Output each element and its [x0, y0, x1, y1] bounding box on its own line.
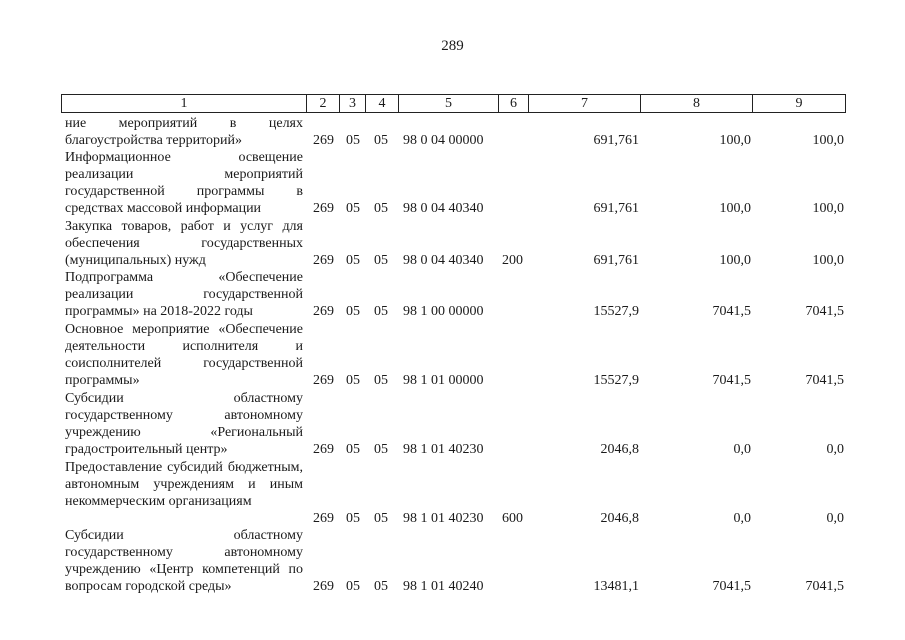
header-col-9: 9 — [752, 95, 845, 112]
cell-ministry: 269 — [313, 511, 334, 526]
cell-amount-col9: 0,0 — [826, 511, 844, 526]
cell-amount-col8: 100,0 — [719, 253, 751, 268]
cell-amount-col7: 2046,8 — [600, 442, 639, 457]
row-description: Основное мероприятие «Обеспечение деятельности исполнителя и соисполнителей государственной программы» — [65, 322, 303, 388]
cell-subsection: 05 — [374, 253, 388, 268]
cell-amount-col8: 0,0 — [733, 442, 751, 457]
cell-section: 05 — [346, 304, 360, 319]
cell-target-article: 98 1 00 00000 — [403, 304, 484, 319]
cell-ministry: 269 — [313, 579, 334, 594]
table-header — [61, 94, 846, 113]
cell-amount-col7: 15527,9 — [593, 373, 639, 388]
cell-section: 05 — [346, 201, 360, 216]
cell-target-article: 98 1 01 40230 — [403, 511, 484, 526]
cell-amount-col8: 7041,5 — [712, 304, 751, 319]
cell-section: 05 — [346, 579, 360, 594]
header-col-4: 4 — [365, 95, 398, 112]
cell-amount-col7: 691,761 — [593, 133, 639, 148]
cell-ministry: 269 — [313, 253, 334, 268]
row-description: Подпрограмма «Обеспечение реализации государственной программы» на 2018-2022 годы — [65, 270, 303, 319]
header-col-8: 8 — [640, 95, 752, 112]
cell-amount-col7: 15527,9 — [593, 304, 639, 319]
cell-target-article: 98 0 04 40340 — [403, 253, 484, 268]
cell-section: 05 — [346, 511, 360, 526]
row-description: Субсидии областному государственному автономному учреждению «Региональный градостроительный центр» — [65, 391, 303, 457]
cell-section: 05 — [346, 253, 360, 268]
cell-target-article: 98 1 01 40230 — [403, 442, 484, 457]
cell-ministry: 269 — [313, 442, 334, 457]
cell-subsection: 05 — [374, 304, 388, 319]
row-description: ние мероприятий в целях благоустройства территорий» — [65, 116, 303, 148]
row-description: Предоставление субсидий бюджетным, автономным учреждениям и иным некоммерческим организациям — [65, 460, 303, 509]
cell-subsection: 05 — [374, 133, 388, 148]
cell-amount-col8: 7041,5 — [712, 579, 751, 594]
cell-ministry: 269 — [313, 304, 334, 319]
cell-expense-type: 200 — [502, 253, 523, 268]
cell-subsection: 05 — [374, 442, 388, 457]
header-col-6: 6 — [498, 95, 528, 112]
cell-amount-col8: 100,0 — [719, 133, 751, 148]
row-description: Информационное освещение реализации мероприятий государственной программы в средствах массовой информации — [65, 150, 303, 216]
cell-amount-col9: 0,0 — [826, 442, 844, 457]
cell-ministry: 269 — [313, 133, 334, 148]
cell-amount-col7: 2046,8 — [600, 511, 639, 526]
header-col-7: 7 — [528, 95, 640, 112]
cell-ministry: 269 — [313, 373, 334, 388]
cell-amount-col9: 100,0 — [812, 253, 844, 268]
header-col-2: 2 — [306, 95, 339, 112]
row-description: Закупка товаров, работ и услуг для обеспечения государственных (муниципальных) нужд — [65, 219, 303, 268]
cell-expense-type: 600 — [502, 511, 523, 526]
header-col-5: 5 — [398, 95, 498, 112]
cell-amount-col8: 7041,5 — [712, 373, 751, 388]
cell-subsection: 05 — [374, 579, 388, 594]
cell-subsection: 05 — [374, 373, 388, 388]
header-col-3: 3 — [339, 95, 365, 112]
row-description: Субсидии областному государственному автономному учреждению «Центр компетенций по вопросам городской среды» — [65, 528, 303, 594]
page-number: 289 — [441, 38, 464, 54]
cell-ministry: 269 — [313, 201, 334, 216]
cell-amount-col7: 691,761 — [593, 253, 639, 268]
cell-section: 05 — [346, 442, 360, 457]
header-col-1: 1 — [180, 96, 188, 111]
cell-target-article: 98 1 01 00000 — [403, 373, 484, 388]
cell-amount-col7: 13481,1 — [593, 579, 639, 594]
cell-amount-col7: 691,761 — [593, 201, 639, 216]
cell-amount-col9: 100,0 — [812, 201, 844, 216]
cell-amount-col8: 0,0 — [733, 511, 751, 526]
cell-amount-col8: 100,0 — [719, 201, 751, 216]
cell-subsection: 05 — [374, 511, 388, 526]
cell-target-article: 98 0 04 40340 — [403, 201, 484, 216]
cell-section: 05 — [346, 133, 360, 148]
cell-section: 05 — [346, 373, 360, 388]
cell-amount-col9: 7041,5 — [805, 304, 844, 319]
cell-subsection: 05 — [374, 201, 388, 216]
cell-amount-col9: 7041,5 — [805, 373, 844, 388]
cell-target-article: 98 0 04 00000 — [403, 133, 484, 148]
cell-amount-col9: 100,0 — [812, 133, 844, 148]
cell-amount-col9: 7041,5 — [805, 579, 844, 594]
cell-target-article: 98 1 01 40240 — [403, 579, 484, 594]
